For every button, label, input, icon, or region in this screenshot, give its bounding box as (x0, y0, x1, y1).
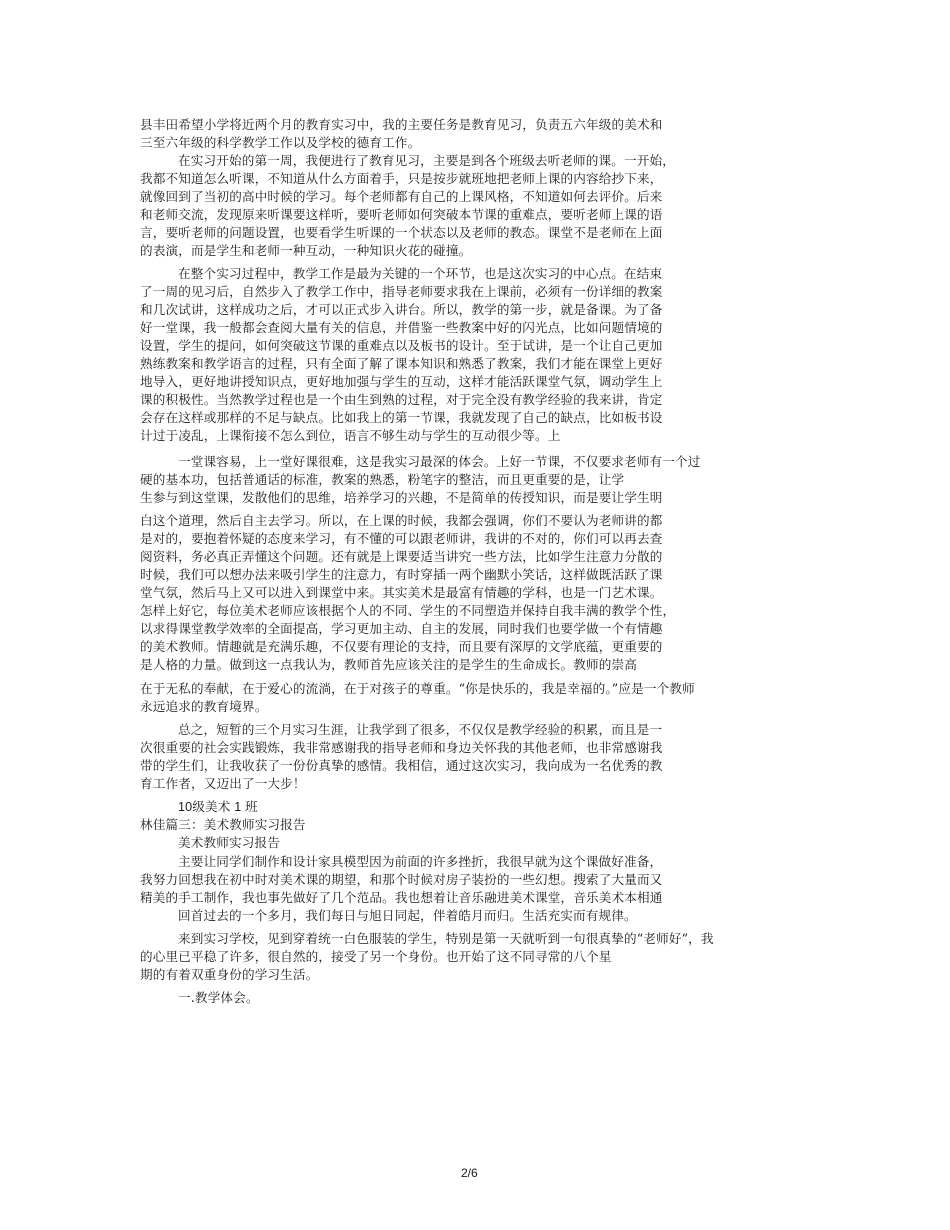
section-heading: 一.教学体会。 (178, 990, 259, 1005)
page-number: 2/6 (461, 1166, 478, 1180)
text-line: 课的积极性。当然教学过程也是一个由生到熟的过程，对于完全没有教学经验的我来讲，肯定 (140, 392, 663, 407)
text-line: 计过于凌乱，上课衔接不怎么到位，语言不够生动与学生的互动很少等。上 (140, 428, 561, 443)
text-line: 白这个道理，然后自主去学习。所以，在上课的时候，我都会强调，你们不要认为老师讲的都 (140, 513, 663, 528)
text-line: 怎样上好它，每位美术老师应该根据个人的不同、学生的不同塑造并保持自我丰满的教学个性， (140, 603, 676, 618)
text-line: 堂气氛，然后马上又可以进入到课堂中来。其实美术是最富有情趣的学科，也是一门艺术课。 (140, 585, 663, 600)
text-line: 设置，学生的提问，如何突破这节课的重难点以及板书的设计。至于试讲，是一个让自己更加 (140, 338, 663, 353)
text-line: 了一周的见习后，自然步入了教学工作中，指导老师要求我在上课前，必须有一份详细的教案 (140, 284, 663, 299)
text-line: 在于无私的奉献，在于爱心的流淌，在于对孩子的尊重。“你是快乐的，我是幸福的。”应是一个教师 (140, 681, 695, 696)
text-line: 生参与到这堂课，发散他们的思维，培养学习的兴趣，不是简单的传授知识，而是要让学生明 (140, 490, 663, 505)
text-line: 回首过去的一个多月，我们每日与旭日同起，伴着皓月而归。生活充实而有规律。 (178, 908, 637, 923)
text-line: 会存在这样或那样的不足与缺点。比如我上的第一节课，我就发现了自己的缺点，比如板书设 (140, 410, 663, 425)
text-line: 阅资料，务必真正弄懂这个问题。还有就是上课要适当讲究一些方法，比如学生注意力分散的 (140, 549, 663, 564)
text-line: 熟练教案和教学语言的过程，只有全面了解了课本知识和熟悉了教案，我们才能在课堂上更好 (140, 356, 663, 371)
text-line: 精美的手工制作，我也事先做好了几个范品。我也想着让音乐融进美术课堂，音乐美术本相通 (140, 890, 663, 905)
text-line: 来到实习学校，见到穿着统一白色服装的学生，特别是第一天就听到一句很真挚的“老师好”，我 (178, 931, 714, 946)
text-line: 我都不知道怎么听课，不知道从什么方面着手，只是按步就班地把老师上课的内容给抄下来， (140, 171, 663, 186)
text-line: 就像回到了当初的高中时候的学习。每个老师都有自己的上课风格，不知道如何去评价。后来 (140, 189, 663, 204)
text-line: 的心里已平稳了许多，很自然的，接受了另一个身份。也开始了这不同寻常的八个星 (140, 949, 612, 964)
text-line: 县丰田希望小学将近两个月的教育实习中，我的主要任务是教育见习，负责五六年级的美术和 (140, 117, 663, 132)
text-line: 是人格的力量。做到这一点我认为，教师首先应该关注的是学生的生命成长。教师的崇高 (140, 657, 638, 672)
text-line: 好一堂课，我一般都会查阅大量有关的信息，并借鉴一些教案中好的闪光点，比如问题情境的 (140, 320, 663, 335)
text-line: 主要让同学们制作和设计家具模型因为前面的许多挫折，我很早就为这个课做好准备， (178, 854, 663, 869)
text-line: 和几次试讲，这样成功之后，才可以正式步入讲台。所以，教学的第一步，就是备课。为了备 (140, 302, 663, 317)
text-line: 次很重要的社会实践锻炼，我非常感谢我的指导老师和身边关怀我的其他老师，也非常感谢我 (140, 740, 663, 755)
text-line: 育工作者，又迈出了一大步！ (140, 776, 306, 791)
text-line: 是对的，要抱着怀疑的态度来学习，有不懂的可以跟老师讲，我讲的不对的，你们可以再去查 (140, 531, 663, 546)
class-label: 10级美术 1 班 (178, 800, 258, 814)
text-line: 的美术教师。情趣就是充满乐趣，不仅要有理论的支持，而且要有深厚的文学底蕴，更重要的 (140, 639, 663, 654)
text-line: 我努力回想我在初中时对美术课的期望，和那个时候对房子装扮的一些幻想。搜索了大量而又 (140, 872, 663, 887)
text-line: 一堂课容易，上一堂好课很难，这是我实习最深的体会。上好一节课，不仅要求老师有一个过 (178, 454, 701, 469)
report-title: 美术教师实习报告 (178, 835, 280, 850)
text-line: 以求得课堂教学效率的全面提高，学习更加主动、自主的发展，同时我们也要学做一个有情趣 (140, 621, 663, 636)
text-line: 地导入，更好地讲授知识点，更好地加强与学生的互动，这样才能活跃课堂气氛，调动学生上 (140, 374, 663, 389)
text-line: 言，要听老师的问题设置，也要看学生听课的一个状态以及老师的教态。课堂不是老师在上面 (140, 225, 663, 240)
text-line: 永远追求的教育境界。 (140, 699, 268, 714)
text-line: 的表演，而是学生和老师一种互动，一种知识火花的碰撞。 (140, 243, 472, 258)
text-line: 在实习开始的第一周，我便进行了教育见习，主要是到各个班级去听老师的课。一开始， (178, 153, 676, 168)
text-line: 和老师交流，发现原来听课要这样听，要听老师如何突破本节课的重难点，要听老师上课的语 (140, 207, 663, 222)
text-line: 总之，短暂的三个月实习生涯，让我学到了很多，不仅仅是教学经验的积累，而且是一 (178, 722, 663, 737)
text-line: 带的学生们，让我收获了一份份真挚的感情。我相信，通过这次实习，我向成为一名优秀的教 (140, 758, 663, 773)
text-line: 三至六年级的科学教学工作以及学校的德育工作。 (140, 135, 421, 150)
text-line: 时候，我们可以想办法来吸引学生的注意力，有时穿插一两个幽默小笑话，这样做既活跃了课 (140, 567, 663, 582)
text-line: 期的有着双重身份的学习生活。 (140, 967, 319, 982)
section-heading: 林佳篇三：美术教师实习报告 (140, 817, 306, 832)
text-line: 硬的基本功，包括普通话的标准，教案的熟悉，粉笔字的整洁，而且更重要的是，让学 (140, 472, 625, 487)
text-line: 在整个实习过程中，教学工作是最为关键的一个环节，也是这次实习的中心点。在结束 (178, 266, 663, 281)
